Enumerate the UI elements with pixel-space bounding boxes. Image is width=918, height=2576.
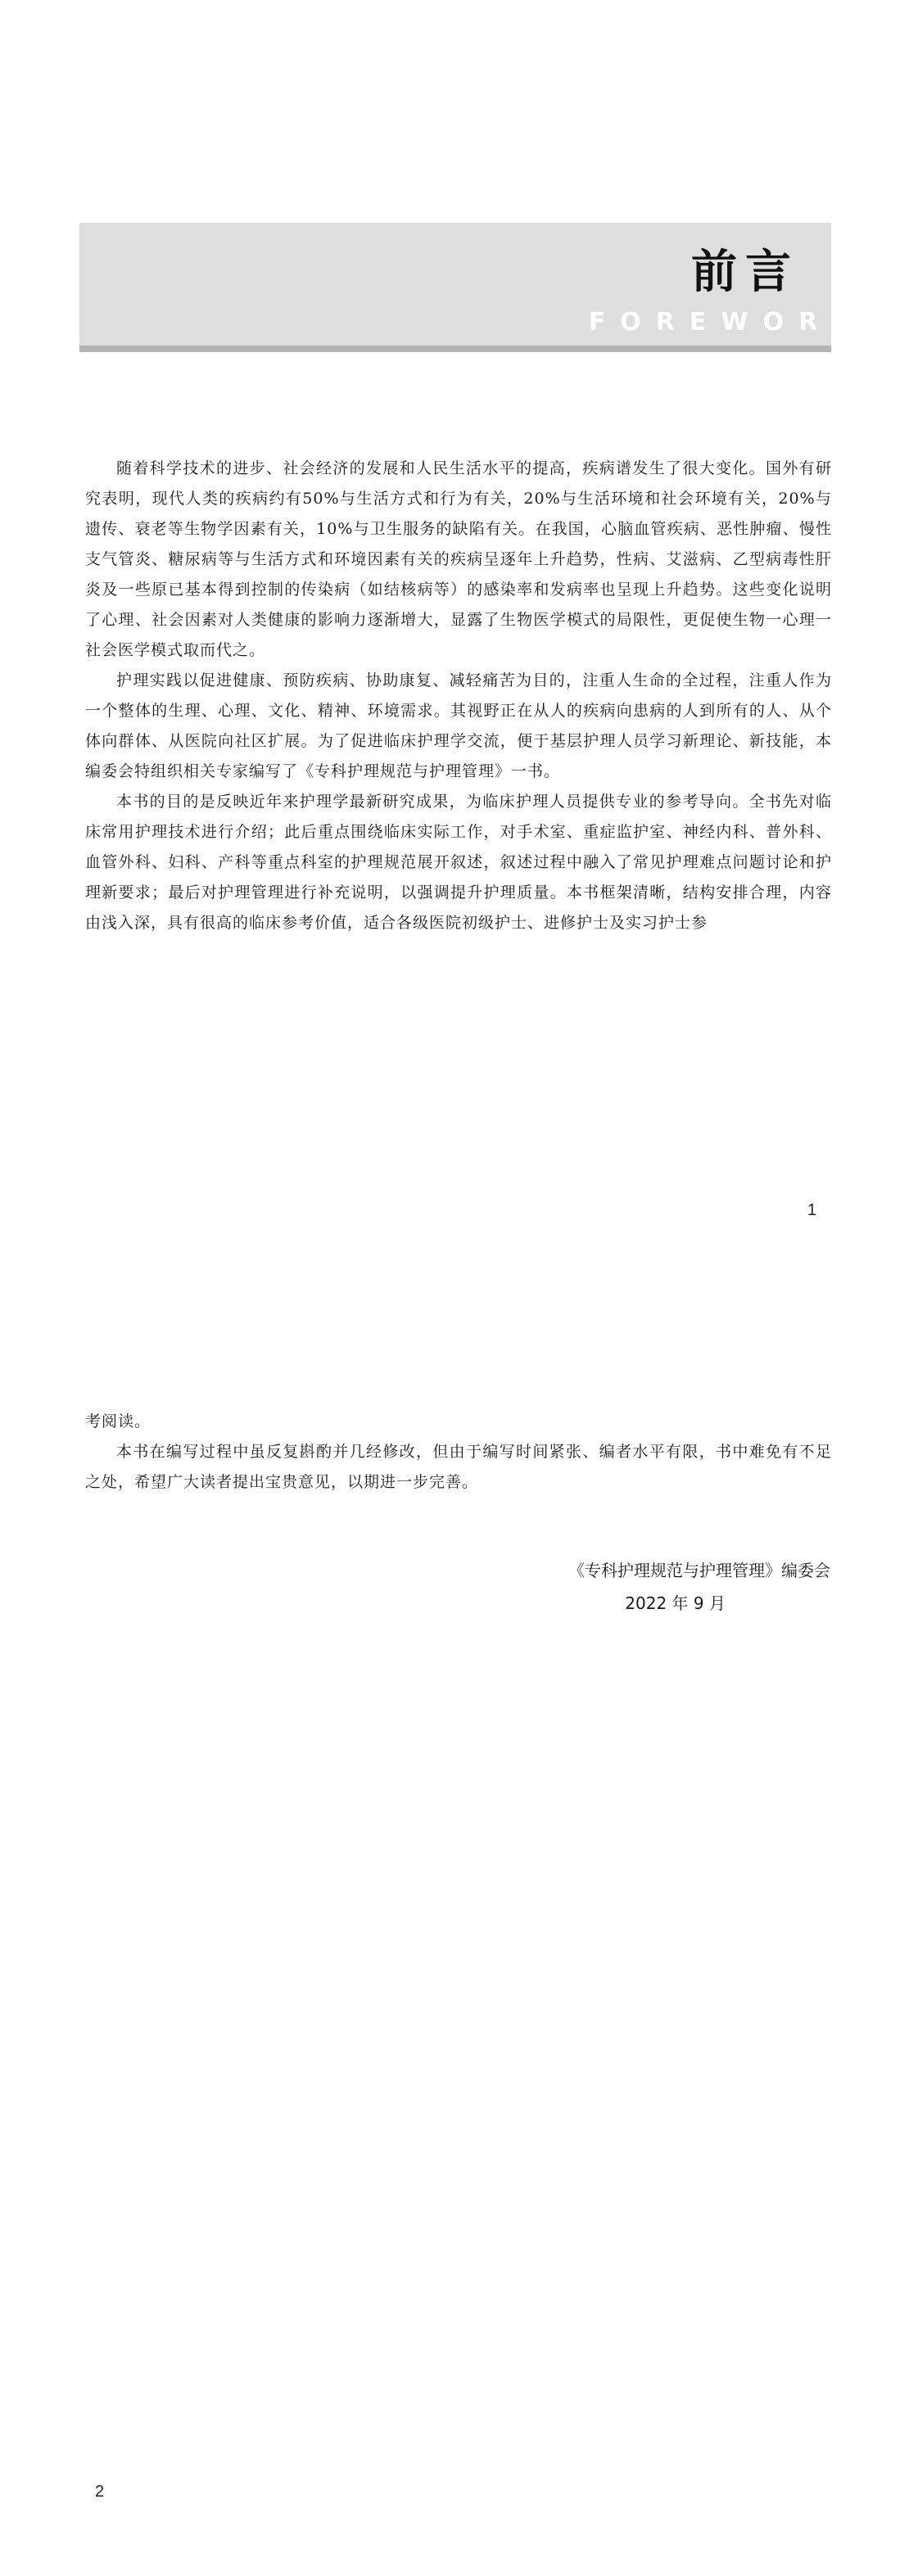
paragraph: 随着科学技术的进步、社会经济的发展和人民生活水平的提高，疾病谱发生了很大变化。国外有研究表明，现代人类的疾病约有50%与生活方式和行为有关，20%与生活环境和社会环境有关，20%与遗传、衰老等生物学因素有关，10%与卫生服务的缺陷有关。在我国，心脑血管疾病、恶性肿瘤、慢性支气管炎、糖尿病等与生活方式和环境因素有关的疾病呈逐年上升趋势，性病、艾滋病、乙型病毒性肝炎及一些原已基本得到控制的传染病（如结核病等）的感染率和发病率也呈现上升趋势。这些变化说明了心理、社会因素对人类健康的影响力逐渐增大，显露了生物医学模式的局限性，更促使生物一心理一社会医学模式取而代之。: [85, 459, 832, 659]
page-title: 前言: [691, 246, 799, 299]
paragraph: 本书的目的是反映近年来护理学最新研究成果，为临床护理人员提供专业的参考导向。全书先对临床常用护理技术进行介绍；此后重点围绕临床实际工作，对手术室、重症监护室、神经内科、普外科、血管外科、妇科、产科等重点科室的护理规范展开叙述，叙述过程中融入了常见护理难点问题讨论和护理新要求；最后对护理管理进行补充说明，以强调提升护理质量。本书框架清晰，结构安排合理，内容由浅入深，具有很高的临床参考价值，适合各级医院初级护士、进修护士及实习护士参: [85, 793, 832, 932]
page-number: 1: [807, 1201, 816, 1219]
foreword-body-continued: [85, 1407, 832, 1498]
signature-date: 2022 年 9 月: [625, 1593, 726, 1613]
foreword-body: [85, 454, 832, 938]
paragraph: 护理实践以促进健康、预防疾病、协助康复、减轻痛苦为目的，注重人生命的全过程，注重人作为一个整体的生理、心理、文化、精神、环境需求。其视野正在从人的疾病向患病的人到所有的人、从个体向群体、从医院向社区扩展。为了促进临床护理学交流，便于基层护理人员学习新理论、新技能，本编委会特组织相关专家编写了《专科护理规范与护理管理》一书。: [85, 671, 832, 780]
page-number: 2: [95, 2483, 105, 2501]
signature-block: [568, 1554, 830, 1620]
editorial-board: 《专科护理规范与护理管理》编委会: [568, 1561, 830, 1580]
page-subtitle: FOREWORD: [588, 308, 867, 337]
paragraph: 本书在编写过程中虽反复斟酌并几经修改，但由于编写时间紧张、编者水平有限，书中难免有不足之处，希望广大读者提出宝贵意见，以期进一步完善。: [85, 1443, 832, 1491]
paragraph-continuation: 考阅读。: [85, 1412, 151, 1430]
heading-underline: [79, 346, 831, 352]
